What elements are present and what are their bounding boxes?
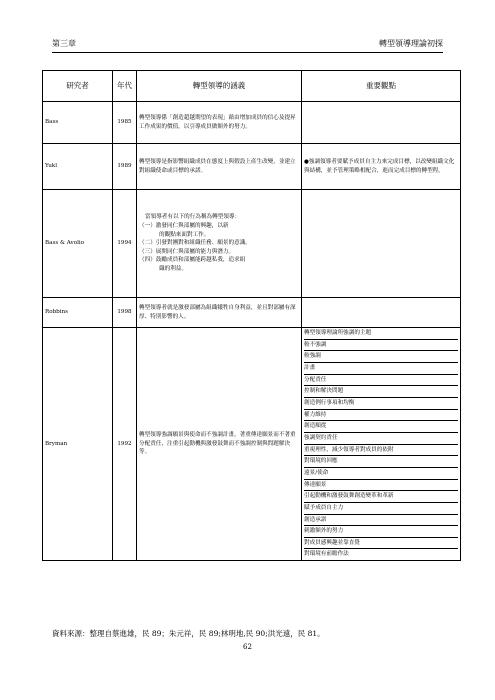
definition-item: （三）展開同仁與部屬的能力與潛力。 xyxy=(139,248,235,255)
viewpoint-line: 遠景/使命 xyxy=(304,468,458,480)
viewpoint-line: 分配責任 xyxy=(304,375,458,387)
viewpoint-line: 創造承諾 xyxy=(304,515,458,527)
col-header-researcher: 研究者 xyxy=(43,71,113,102)
definition-item: （一）激發同仁與部屬的興趣，以新 xyxy=(139,222,229,229)
viewpoint-line: 較不強調 xyxy=(304,340,458,352)
definition-item: 織的利益。 xyxy=(159,266,187,273)
researcher-cell: Bass xyxy=(43,102,113,144)
viewpoint-cell: ●強調領導者要賦予成員自主力來完成目標，以改變組織文化與結構，並予管理策略相配合，進而完成目標的轉型程。 xyxy=(302,144,461,190)
year-cell: 1985 xyxy=(113,102,137,144)
viewpoint-line: 權力維持 xyxy=(304,410,458,422)
year-cell: 1998 xyxy=(113,298,137,328)
viewpoint-line: 計畫 xyxy=(304,363,458,375)
viewpoint-cell xyxy=(302,102,461,144)
col-header-year: 年代 xyxy=(113,71,137,102)
table-row xyxy=(43,144,461,190)
viewpoint-line: 較強調 xyxy=(304,351,458,363)
table-header-row xyxy=(43,71,461,102)
definition-cell: 轉型領導強調願景與使命而不強調計畫，著重傳達願景而不著重分配責任，注重引起動機與激發鼓舞而不強調控制與問題解決等。 xyxy=(137,328,302,561)
definition-item: 的觀點來面對工作。 xyxy=(159,231,210,238)
source-note: 資料來源：整理自蔡進雄，民 89；朱元祥，民 89;林明地,民 90;洪光遠，民 81。 xyxy=(52,629,325,638)
definition-item: （四）鼓勵成員和部屬能跨越私我，追求組 xyxy=(139,257,246,264)
definition-cell: 轉型領導係「創造超越期望的表現」藉由增加成員的信心及提昇工作成果的價值，以引導成員做額外的努力。 xyxy=(137,102,302,144)
viewpoint-line: 傳達願景 xyxy=(304,480,458,492)
table-row xyxy=(43,298,461,328)
viewpoint-line: 創造順從 xyxy=(304,421,458,433)
researcher-cell: Robbins xyxy=(43,298,113,328)
col-header-viewpoint: 重要觀點 xyxy=(302,71,461,102)
leadership-definitions-table xyxy=(42,70,461,561)
viewpoint-line: 對成員感興趣並靠直覺 xyxy=(304,538,458,550)
definition-cell: 轉型領導是指影響組織成員在態度上與假設上產生改變，並建立對組織使命或目標的承諾。 xyxy=(137,144,302,190)
table-row xyxy=(43,102,461,144)
year-cell: 1994 xyxy=(113,190,137,298)
table-row xyxy=(43,328,461,561)
viewpoint-line: 賦予成員自主力 xyxy=(304,503,458,515)
viewpoint-cell xyxy=(302,298,461,328)
chapter-header: 第三章 xyxy=(52,39,76,48)
page-number: 62 xyxy=(243,643,252,651)
viewpoint-line: 刺激額外的努力 xyxy=(304,526,458,538)
definition-cell: 轉型領導者就是激發部屬為組織犧牲自身利益，並且對部屬有深厚、特別影響的人。 xyxy=(137,298,302,328)
definition-item: （二）引發對團對和組織任務、願景的意識。 xyxy=(139,240,251,247)
viewpoint-line: 對環境的回應 xyxy=(304,456,458,468)
viewpoint-line: 對環境有前瞻作法 xyxy=(304,551,349,558)
chapter-title-header: 轉型領導理論初探 xyxy=(379,39,443,48)
researcher-cell: Bryman xyxy=(43,328,113,561)
viewpoint-line: 引起動機和激發鼓舞創造變革和革新 xyxy=(304,491,458,503)
researcher-cell: Bass & Avolio xyxy=(43,190,113,298)
definition-intro: 當領導者有以下的行為稱為轉型領導： xyxy=(145,214,241,221)
viewpoint-cell xyxy=(302,190,461,298)
viewpoint-line: 控制和解決問題 xyxy=(304,386,458,398)
definition-cell xyxy=(137,190,302,298)
header-rule xyxy=(52,52,443,53)
viewpoint-line: 重視理性，減少領導者對成員的依附 xyxy=(304,445,458,457)
year-cell: 1992 xyxy=(113,328,137,561)
col-header-definition: 轉型領導的涵義 xyxy=(137,71,302,102)
researcher-cell: Yukl xyxy=(43,144,113,190)
year-cell: 1989 xyxy=(113,144,137,190)
viewpoint-line: 強調契約責任 xyxy=(304,433,458,445)
viewpoint-cell xyxy=(302,328,461,561)
viewpoint-line: 創造例行事項和均衡 xyxy=(304,398,458,410)
table-row xyxy=(43,190,461,298)
viewpoint-line: 轉型領導理論所強調的主題 xyxy=(304,328,458,340)
